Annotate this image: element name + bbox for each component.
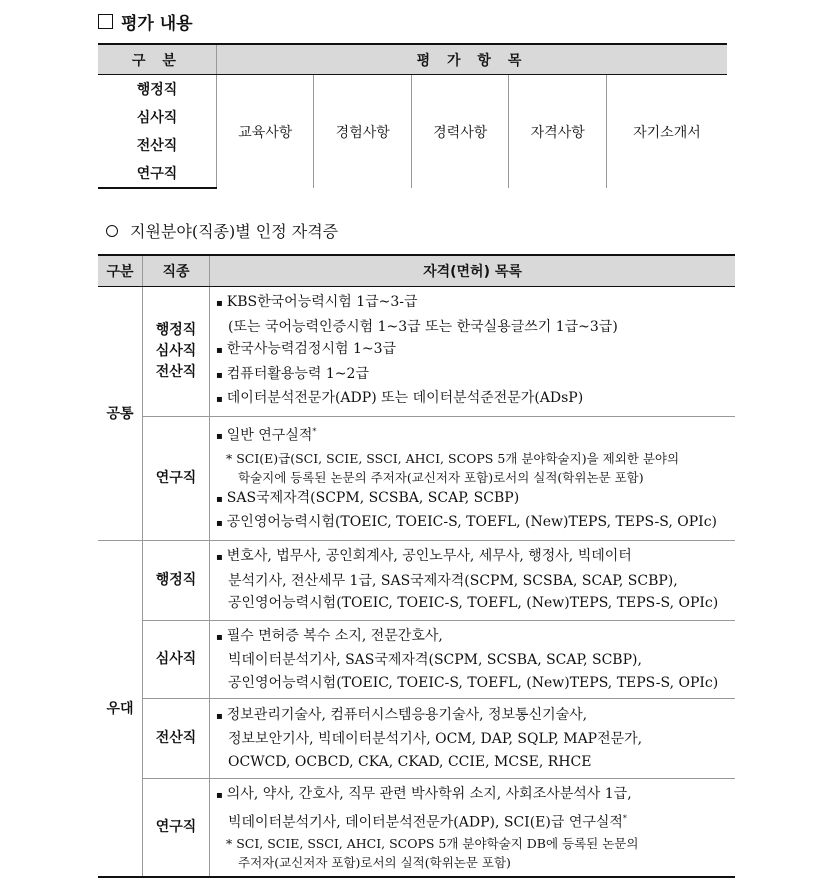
header-job: 직종 (143, 255, 210, 287)
row-research: 연구직 (98, 159, 217, 188)
section2-title: 지원분야(직종)별 인정 자격증 (130, 222, 339, 241)
certificate-table (98, 254, 735, 878)
job-pref-review: 심사직 (143, 620, 210, 699)
job-pref-it: 전산직 (143, 699, 210, 779)
list-pref-research: ▪ 의사, 약사, 간호사, 직무 관련 박사학위 소지, 사회조사분석사 1급, 빅데이터분석기사, 데이터분석전문가(ADP), SCI(E)급 연구실적* * SCI, SCIE, SSCI, AHCI, SCOPS 5개 분야학술지 DB에 등록된 논문의 주저자(교신저자 포함)로서의 실적(학위논문 포함) (210, 779, 736, 877)
header-category: 구 분 (98, 44, 217, 75)
item-education: 교육사항 (217, 75, 314, 189)
list-pref-admin: ▪ 변호사, 법무사, 공인회계사, 공인노무사, 세무사, 행정사, 빅데이터 분석기사, 전산세무 1급, SAS국제자격(SCPM, SCSBA, SCAP, SCBP), 공인영어능력시험(TOEIC, TOEIC-S, TOEFL, (New)TEPS, TEPS-S, OPIc) (210, 540, 736, 620)
item-experience: 경험사항 (314, 75, 411, 189)
item-career: 경력사항 (411, 75, 508, 189)
list-common-research: ▪ 일반 연구실적* * SCI(E)급(SCI, SCIE, SSCI, AHCI, SCOPS 5개 분야학술지)을 제외한 분야의 학술지에 등록된 논문의 주저자(교신저자 포함)로서의 실적(학위논문 포함) ▪ SAS국제자격(SCPM, SCSBA, SCAP, SCBP) ▪ 공인영어능력시험(TOEIC, TOEIC-S, TOEFL, (New)TEPS, TEPS-S, OPIc) (210, 416, 736, 540)
header-items: 평 가 항 목 (217, 44, 728, 75)
row-review: 심사직 (98, 103, 217, 131)
row-it: 전산직 (98, 131, 217, 159)
section2-heading (106, 219, 338, 242)
group-common: 공통 (98, 287, 143, 541)
row-admin: 행정직 (98, 75, 217, 104)
section1-heading (98, 9, 193, 34)
section1-title: 평가 내용 (121, 14, 193, 34)
item-self-intro: 자기소개서 (606, 75, 727, 189)
list-pref-review: ▪ 필수 면허증 복수 소지, 전문간호사, 빅데이터분석기사, SAS국제자격(SCPM, SCSBA, SCAP, SCBP), 공인영어능력시험(TOEIC, TOEIC-S, TOEFL, (New)TEPS, TEPS-S, OPIc) (210, 620, 736, 699)
header-group: 구분 (98, 255, 143, 287)
item-qualification: 자격사항 (509, 75, 606, 189)
job-pref-research: 연구직 (143, 779, 210, 877)
job-common-research: 연구직 (143, 416, 210, 540)
list-pref-it: ▪ 정보관리기술사, 컴퓨터시스템응용기술사, 정보통신기술사, 정보보안기사, 빅데이터분석기사, OCM, DAP, SQLP, MAP전문가, OCWCD, OCBCD, CKA, CKAD, CCIE, MCSE, RHCE (210, 699, 736, 779)
job-common-group1: 행정직 심사직 전산직 (143, 287, 210, 417)
group-preferred: 우대 (98, 540, 143, 877)
checkbox-square-icon (98, 14, 113, 29)
list-common-group1: ▪ KBS한국어능력시험 1급~3-급 (또는 국어능력인증시험 1~3급 또는 한국실용글쓰기 1급~3급) ▪ 한국사능력검정시험 1~3급 ▪ 컴퓨터활용능력 1~2급 ▪ 데이터분석전문가(ADP) 또는 데이터분석준전문가(ADsP) (210, 287, 736, 417)
job-pref-admin: 행정직 (143, 540, 210, 620)
circle-bullet-icon (106, 225, 118, 237)
evaluation-table (98, 43, 727, 189)
header-list: 자격(면허) 목록 (210, 255, 736, 287)
